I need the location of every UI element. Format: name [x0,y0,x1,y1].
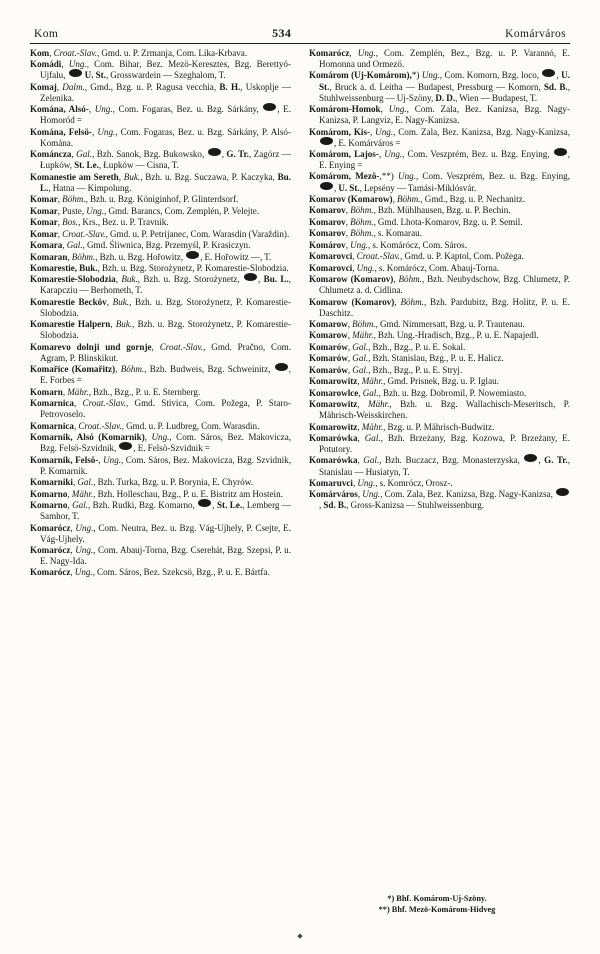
dictionary-entry: Komarestie, Buk., Bzh. u. Bzg. Storożynetz, P. Komarestie-Slobodzia. [30,262,289,273]
dictionary-entry: Komarow, Böhm., Gmd. Nimmersatt, Bzg. u. P. Trautenau. [309,318,525,329]
dictionary-entry: Kom, Croat.-Slav., Gmd. u. P. Zrmanja, Com. Lika-Krbava. [30,48,248,58]
dictionary-entry: Komarov, Böhm., Gmd. Lhota-Komarov, Bzg. u. P. Semil. [309,216,523,227]
dictionary-entry: Komárov, Ung., s. Komárócz, Com. Sáros. [309,239,467,250]
dictionary-entry: Komar, Bos., Krs., Bez. u. P. Travnik. [30,217,169,228]
dictionary-entry: Komarnik, Alsó (Komarnik), Ung., Com. Sáros, Bez. Makovicza, Bzg. Felsö-Szvidnik, , E. Felsö-Szvidnik = [30,432,292,454]
dictionary-entry: Komarnica, Croat.-Slav., Gmd. u. P. Ludbreg, Com. Warasdin. [30,420,260,431]
dictionary-entry: Komarów, Gal., Bzh., Bzg., P. u. E. Stryj. [309,364,463,375]
dictionary-entry: Komarov, Böhm., s. Komarau. [309,228,422,239]
dictionary-entry: Komarow (Komarov), Böhm., Bzh. Pardubitz, Bzg. Holitz, P. u. E. Daschitz. [309,296,570,318]
footnote: **) Bhf. Mezö-Komárom-Hidveg [378,905,496,915]
dictionary-entry: Komarovci, Croat.-Slav., Gmd. u. P. Kaptol, Com. Požega. [309,251,524,262]
dictionary-entry: Komarówka, Gal., Bzh. Buczacz, Bzg. Monasterzyska, , G. Tr., Stanislau — Husiatyn, T. [309,455,570,477]
dictionary-entry: Komarestie-Slobodzia, Buk., Bzh. u. Bzg. Storożynetz, , Bu. L., Karapcziu — Berhometh, T. [30,274,292,296]
footnote-block [312,894,562,916]
page-bottom-ornament: ◆ [297,932,303,940]
dictionary-entry: Komarnik, Felsö-, Ung., Com. Sáros, Bez. Makovicza, Bzg. Szvidnik, P. Komarnik. [30,454,291,476]
dictionary-entry: Komárom (Uj-Komárom),*) Ung., Com. Komorn, Bzg. loco, , U. St., Bruck a. d. Leitha — Budapest, Pressburg — Komorn, Sd. B., Stuhlweissenburg — Uj-Szöny, D. D., Wien — Budapest, T. [309,70,570,103]
dictionary-entry: Komárom, Kis-, Ung., Com. Zala, Bez. Kanizsa, Bzg. Nagy-Kanizsa, , E. Komárváros = [309,126,570,148]
dictionary-entry: Komar, Croat.-Slav., Gmd. u. P. Petrijanec, Com. Warasdin (Varaždin). [30,228,290,239]
header-right-guideword: Komárváros [505,28,566,40]
footnote: *) Bhf. Komárom-Uj-Szöny. [387,894,487,904]
dictionary-entry: Komárom, Mezö-,**) Ung., Com. Veszprém, Bez. u. Bzg. Enying, , U. St., Lepsény — Tamási-Miklósvár. [309,171,570,193]
dictionary-entry: Komaran, Böhm., Bzh. u. Bzg. Hořowitz, , E. Hořowitz —, T. [30,251,272,262]
dictionary-entry: Komaj, Dalm., Gmd., Bzg. u. P. Ragusa vecchia, B. H., Uskoplje — Zelenika. [30,81,291,103]
two-column-body [30,48,570,914]
dictionary-entry: Komádi, Ung., Com. Bihar, Bez. Mezö-Keresztes, Bzg. Berettyó-Ujfalu, U. St., Grosswardein — Szeghalom, T. [30,59,291,81]
dictionary-entry: Komarov, Böhm., Bzh. Mühlhausen, Bzg. u. P. Bechin. [309,205,511,216]
dictionary-entry: Komarno, Mähr., Bzh. Holleschau, Bzg., P. u. E. Bistritz am Hostein. [30,488,283,499]
dictionary-entry: Komar, Böhm., Bzh. u. Bzg. Königinhof, P. Glinterdsorf. [30,194,239,205]
dictionary-entry: Komarócz, Ung., Com. Sáros, Bez. Szekcsö, Bzg., P. u. E. Bártfa. [30,567,270,578]
dictionary-entry: Komarno, Gal., Bzh. Rudki, Bzg. Komarno, , St. Le., Lemberg — Samhor, T. [30,500,291,522]
dictionary-entry: Komarov (Komarow), Böhm., Gmd., Bzg. u. P. Nechanitz. [309,193,526,204]
dictionary-entry: Kománcza, Gal., Bzh. Sanok, Bzg. Bukowsko, , G. Tr., Zagórz — Łupków, St. Le., Łupków — Cisna, T. [30,149,291,171]
dictionary-entry: Komarow (Komarov), Böhm., Bzh. Neubydschow, Bzg. Chlumetz, P. Chlumetz a. d. Cidlina. [309,274,570,296]
right-column [300,48,570,914]
dictionary-entry: Komána, Alsó-, Ung., Com. Fogaras, Bez. u. Bzg. Sárkány, , E. Homoród = [30,104,291,126]
dictionary-entry: Komarów, Gal., Bzh., Bzg., P. u. E. Sokal. [309,341,466,352]
dictionary-entry: Komara, Gal., Gmd. Śliwnica, Bzg. Przemyśl, P. Krasiczyn. [30,240,251,251]
dictionary-entry: Komána, Felsö-, Ung., Com. Fogaras, Bez. u. Bzg. Sárkány, P. Alsó-Komána. [30,126,291,148]
dictionary-entry: Komarowitz, Mähr., Bzh. u. Bzg. Wallachisch-Meseritsch, P. Mährisch-Weisskirchen. [309,399,570,421]
dictionary-entry: Komarestie Halpern, Buk., Bzh. u. Bzg. Storożynetz, P. Komarestie-Slobodzia. [30,319,291,341]
dictionary-entry: Komarnica, Croat.-Slav., Gmd. Stivica, Com. Požega, P. Staro-Petrovoselo. [30,398,291,420]
dictionary-entry: Komarowitz, Mähr., Bzg. u. P. Mährisch-Budwitz. [309,421,495,432]
left-column [30,48,300,914]
dictionary-entry: Komarevo dolnji und gornje, Croat.-Slav., Gmd. Pračno, Com. Agram, P. Blinskikut. [30,341,291,363]
dictionary-entry: Komarówka, Gal., Bzh. Brzeżany, Bzg. Kozowa, P. Brzeżany, E. Potutory. [309,432,570,455]
dictionary-entry: Komařice (Komařitz), Böhm., Bzh. Budweis, Bzg. Schweinitz, , E. Forbes = [30,364,291,386]
page-number: 534 [272,26,292,40]
dictionary-entry: Komarovci, Ung., s. Komárócz, Com. Abauj-Torna. [309,262,500,273]
dictionary-entry: Komárom-Homok, Ung., Com. Zala, Bez. Kanizsa, Bzg. Nagy-Kanizsa, P. Langviz, E. Nagy-Kanizsa. [309,104,570,126]
header-left-guideword: Kom [34,28,59,40]
dictionary-entry: Komanestie am Sereth, Buk., Bzh. u. Bzg. Suczawa, P. Kaczyka, Bu. L., Hatna — Kimpolung. [30,171,291,193]
dictionary-entry: Komaruvci, Ung., s. Komrócz, Orosz-. [309,477,453,488]
dictionary-entry: Komarow, Mähr., Bzh. Ung.-Hradisch, Bzg., P. u. E. Napajedl. [309,330,539,341]
page-header [30,26,570,44]
dictionary-entry: Komarowitz, Mähr., Gmd. Prisnek, Bzg. u. P. Iglau. [309,376,499,387]
dictionary-entry: Komarestie Becköv, Buk., Bzh. u. Bzg. Storożynetz, P. Komarestie-Slobodzia. [30,296,291,318]
dictionary-entry: Komarowlce, Gal., Bzh. u. Bzg. Dobromil, P. Nowemiasto. [309,387,527,398]
dictionary-entry: Komar, Puste, Ung., Gmd. Barancs, Com. Zemplén, P. Velejte. [30,205,260,216]
dictionary-entry: Komarów, Gal., Bzh. Stanislau, Bzg., P. u. E. Halicz. [309,353,504,364]
dictionary-entry: Komárváros, Ung., Com. Zala, Bez. Kanizsa, Bzg. Nagy-Kanizsa, , Sd. B., Gross-Kanizsa — Stuhlweissenburg. [309,489,570,511]
dictionary-entry: Komarn, Mähr., Bzh., Bzg., P. u. E. Sternberg. [30,386,201,397]
dictionary-entry: Komarócz, Ung., Com. Neutra, Bez. u. Bzg. Vág-Ujhely, P. Csejte, E. Vág-Ujhely. [30,522,291,544]
dictionary-entry: Komárom, Lajos-, Ung., Com. Veszprém, Bez. u. Bzg. Enying, , E. Enying = [309,148,570,171]
dictionary-entry: Komarócz, Ung., Com. Zemplén, Bez., Bzg. u. P. Varannó, E. Homonna und Ormezö. [309,48,570,70]
dictionary-entry: Komarócz, Ung., Com. Abauj-Torna, Bzg. Cserehát, Bzg. Szepsi, P. u. E. Nagy-Ida. [30,545,291,567]
dictionary-entry: Komarniki, Gal., Bzh. Turka, Bzg. u. P. Borynia, E. Chyrów. [30,477,253,488]
